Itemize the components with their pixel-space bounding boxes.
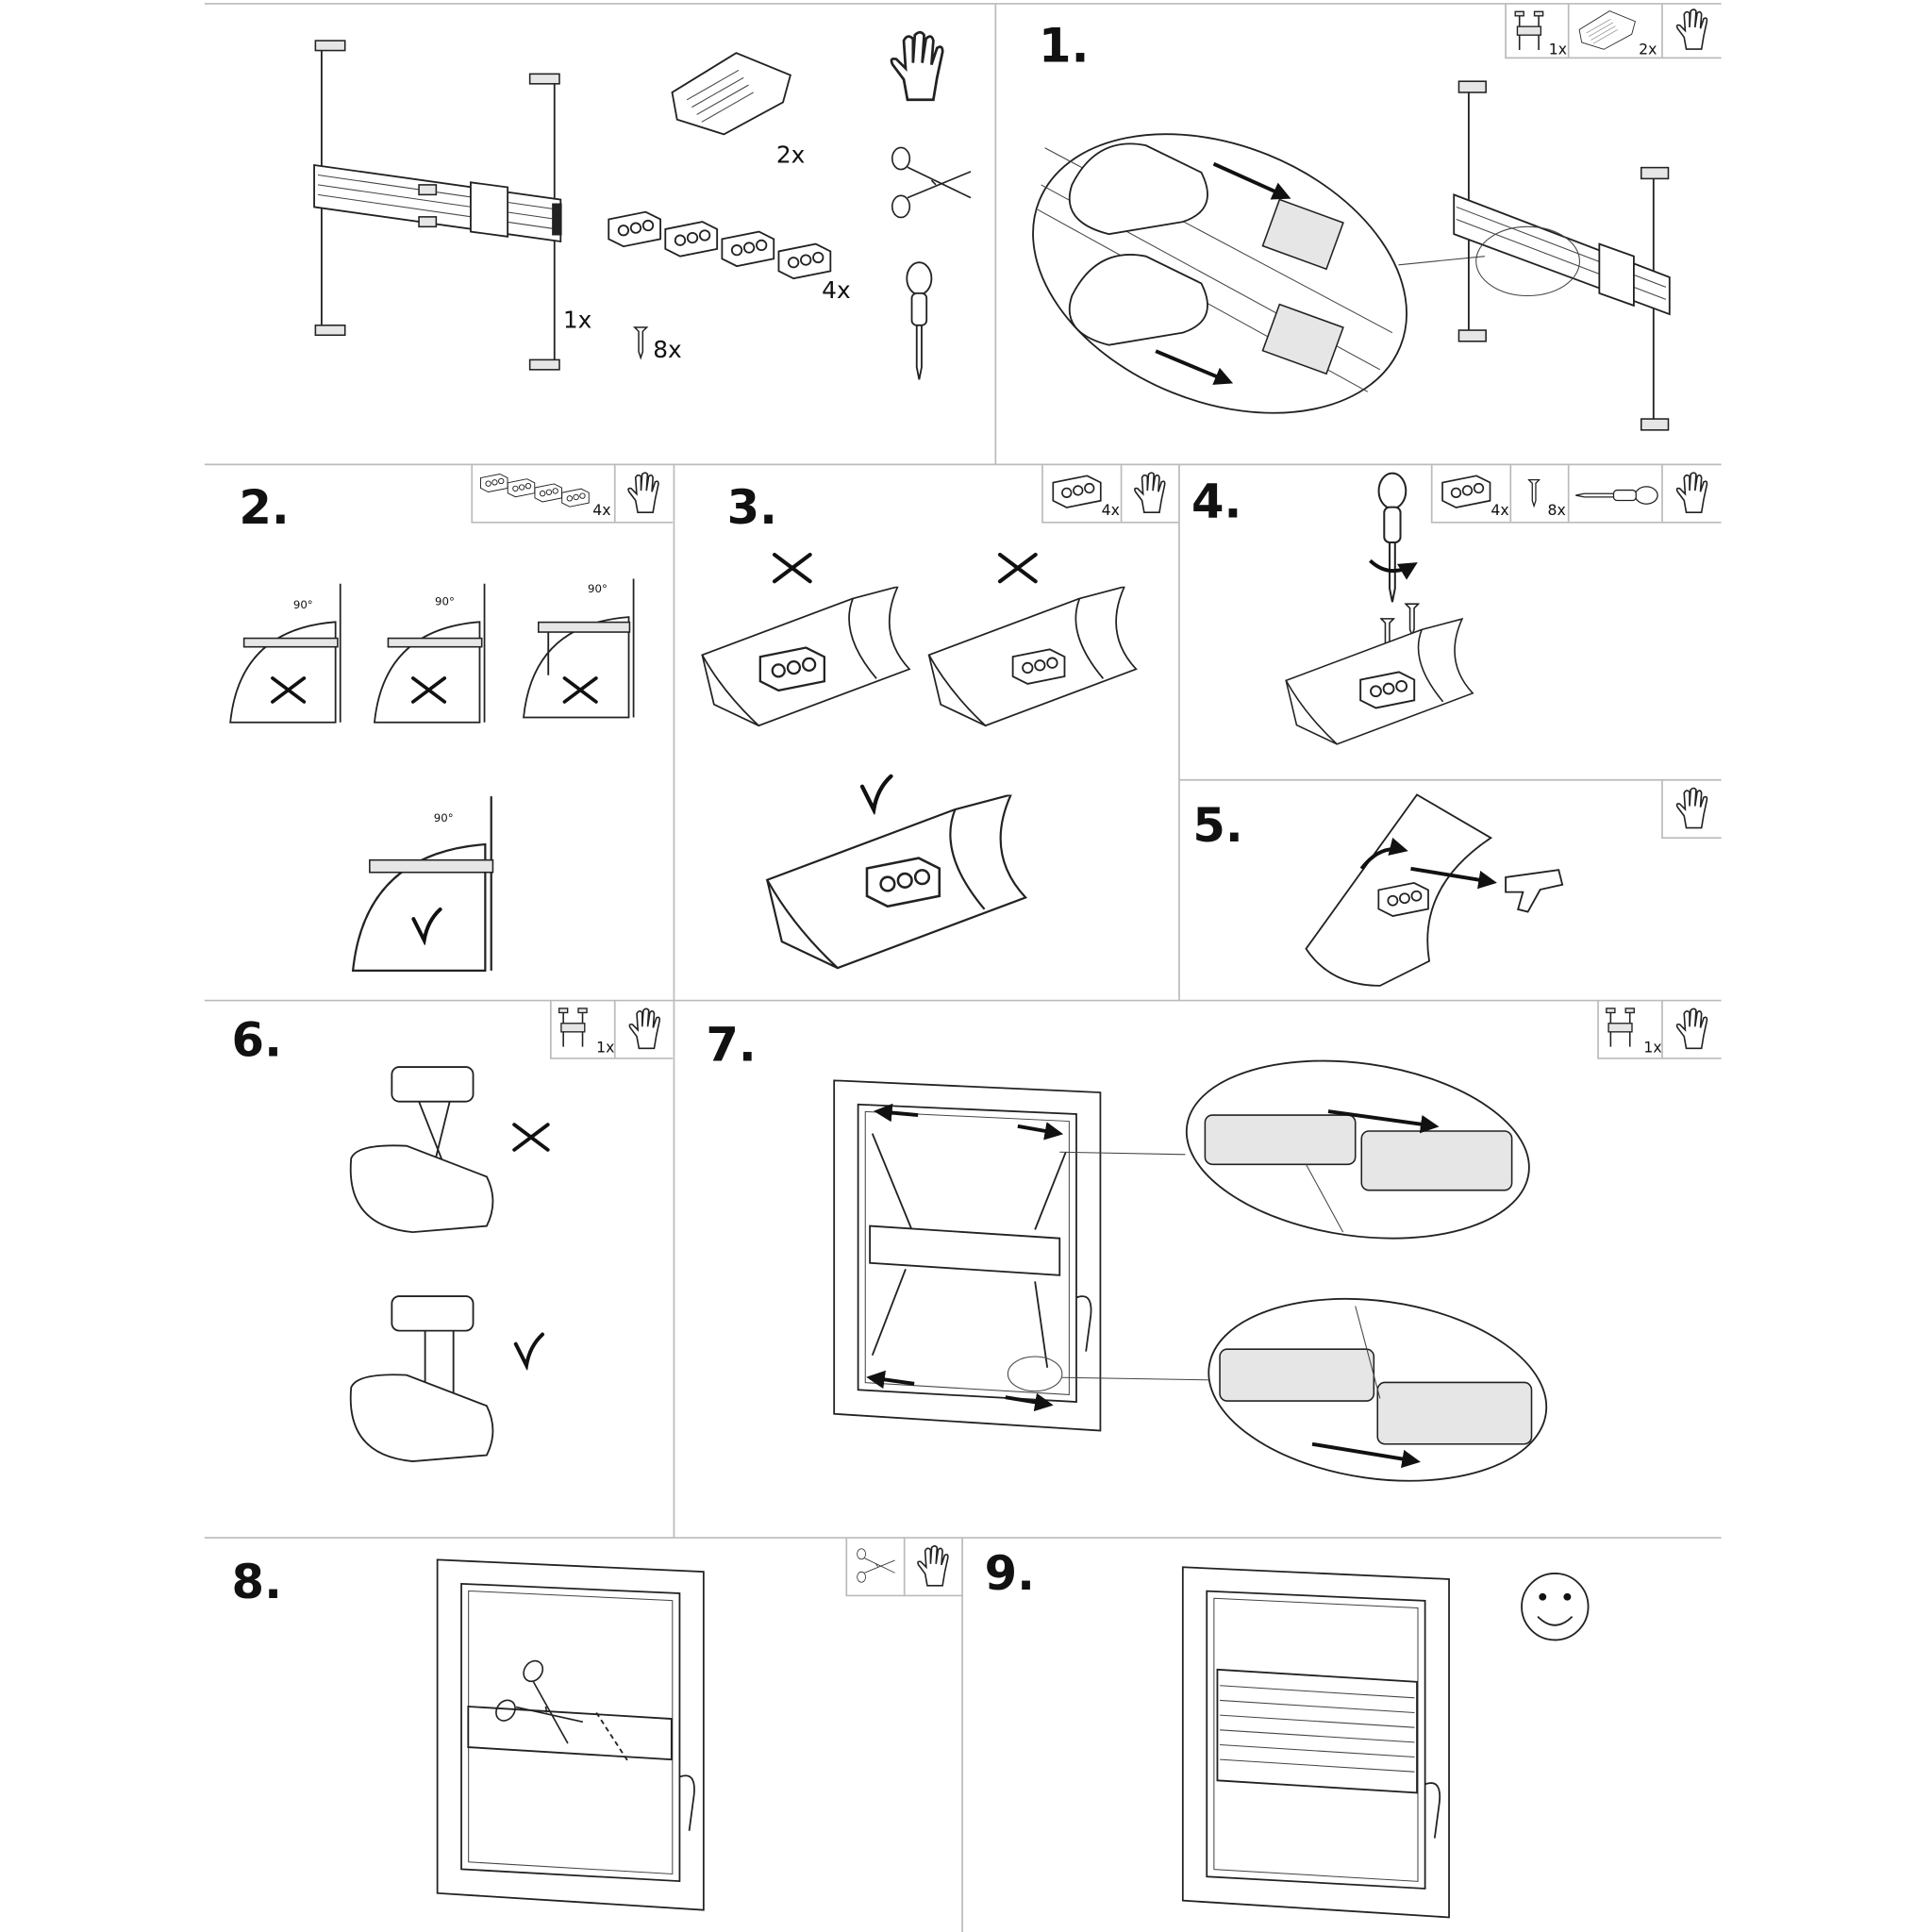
- wrong-angle-2: [375, 584, 485, 723]
- gripper-quantity: 2x: [775, 141, 806, 169]
- correct-mark: [413, 909, 440, 941]
- step-number: 6.: [231, 1012, 282, 1068]
- step-number: 3.: [726, 480, 778, 536]
- svg-text:90°: 90°: [433, 811, 454, 825]
- parts-panel: [314, 32, 971, 379]
- wrong-mark: [564, 678, 595, 702]
- step-number: 5.: [1192, 798, 1243, 854]
- hand-icon: [1135, 473, 1165, 512]
- hand-icon: [1677, 788, 1707, 827]
- step-number: 4.: [1191, 474, 1242, 529]
- icon-quantity: 1x: [1643, 1038, 1662, 1057]
- hand-icon: [1677, 9, 1707, 49]
- icon-quantity: 8x: [1547, 500, 1566, 519]
- hand-icon: [918, 1546, 948, 1586]
- step-number: 8.: [231, 1555, 282, 1610]
- clip-icon: [1053, 475, 1100, 508]
- wrong-mark: [273, 678, 304, 702]
- bracket-icon: [1515, 11, 1542, 50]
- clip-correct: [867, 858, 940, 907]
- bracket-icon: [559, 1008, 587, 1047]
- step-1: [991, 9, 1707, 465]
- clip-drawing: [1378, 883, 1428, 916]
- clips-part: [608, 212, 830, 279]
- wrong-mark: [413, 678, 444, 702]
- step-5: [1192, 788, 1707, 985]
- hand-icon: [891, 32, 942, 100]
- blind-quantity: 1x: [562, 306, 592, 334]
- hand-icon: [629, 1008, 659, 1048]
- clip-wrong-1: [760, 648, 824, 691]
- wrong-angle-3: [524, 579, 634, 718]
- icon-quantity: 1x: [596, 1038, 615, 1057]
- scissors-icon: [858, 1549, 895, 1583]
- screwdriver-drawing: [1379, 474, 1407, 602]
- step-number: 7.: [706, 1017, 757, 1073]
- wrong-mark: [1000, 555, 1036, 581]
- step-number: 9.: [984, 1545, 1035, 1601]
- correct-mark: [862, 776, 891, 809]
- screwdriver-icon: [1575, 487, 1657, 504]
- screw-quantity: 8x: [653, 335, 682, 363]
- gripper-icon: [1579, 11, 1635, 50]
- icon-quantity: 1x: [1548, 40, 1568, 58]
- clips-icon: [480, 474, 589, 507]
- panel-grid: [205, 4, 1722, 1932]
- icon-quantity: 2x: [1639, 40, 1657, 58]
- clip-drawing: [1360, 672, 1414, 708]
- svg-text:90°: 90°: [435, 594, 455, 608]
- cover-cap: [1506, 870, 1562, 911]
- scissors-icon: [892, 147, 971, 217]
- step-2: [230, 473, 658, 971]
- step-6: [232, 1008, 660, 1461]
- wrong-mark: [514, 1124, 548, 1150]
- step-4: [1191, 473, 1707, 744]
- detail-zoom-top: [1175, 1041, 1541, 1259]
- pleated-blind-part: [314, 41, 562, 370]
- wrong-angle-1: [230, 584, 341, 723]
- wrong-cord-routing: [351, 1067, 548, 1232]
- svg-text:90°: 90°: [588, 582, 608, 596]
- svg-text:90°: 90°: [292, 598, 313, 612]
- step-number: 2.: [239, 480, 290, 536]
- step-number: 1.: [1039, 18, 1090, 74]
- icon-quantity: 4x: [1491, 500, 1509, 519]
- screw-icon: [1529, 480, 1540, 507]
- smiley-icon: [1522, 1574, 1589, 1641]
- hand-icon: [628, 473, 658, 512]
- clips-quantity: 4x: [822, 276, 851, 305]
- detail-zoom-ellipse: [991, 82, 1485, 466]
- hand-icon: [1677, 473, 1707, 512]
- step-3: [702, 473, 1164, 968]
- icon-quantity: 4x: [592, 500, 611, 519]
- step-7: [706, 1008, 1707, 1502]
- icon-quantity: 4x: [1101, 500, 1120, 519]
- step-8: [232, 1546, 948, 1910]
- screw-part: [635, 327, 647, 358]
- hand-icon: [1677, 1008, 1707, 1048]
- correct-mark: [516, 1335, 542, 1366]
- detail-zoom-bottom: [1197, 1278, 1558, 1501]
- gripper-part: [672, 53, 790, 134]
- bracket-icon: [1607, 1008, 1634, 1047]
- screwdriver-icon: [907, 262, 931, 379]
- step-9: [985, 1546, 1589, 1918]
- wrong-mark: [774, 555, 810, 581]
- correct-angle: [353, 796, 492, 971]
- pleated-blind: [1217, 1670, 1417, 1793]
- clip-icon: [1442, 475, 1490, 508]
- clip-wrong-2: [1013, 649, 1065, 684]
- correct-cord-routing: [351, 1296, 542, 1461]
- blind-with-grippers: [1454, 81, 1670, 430]
